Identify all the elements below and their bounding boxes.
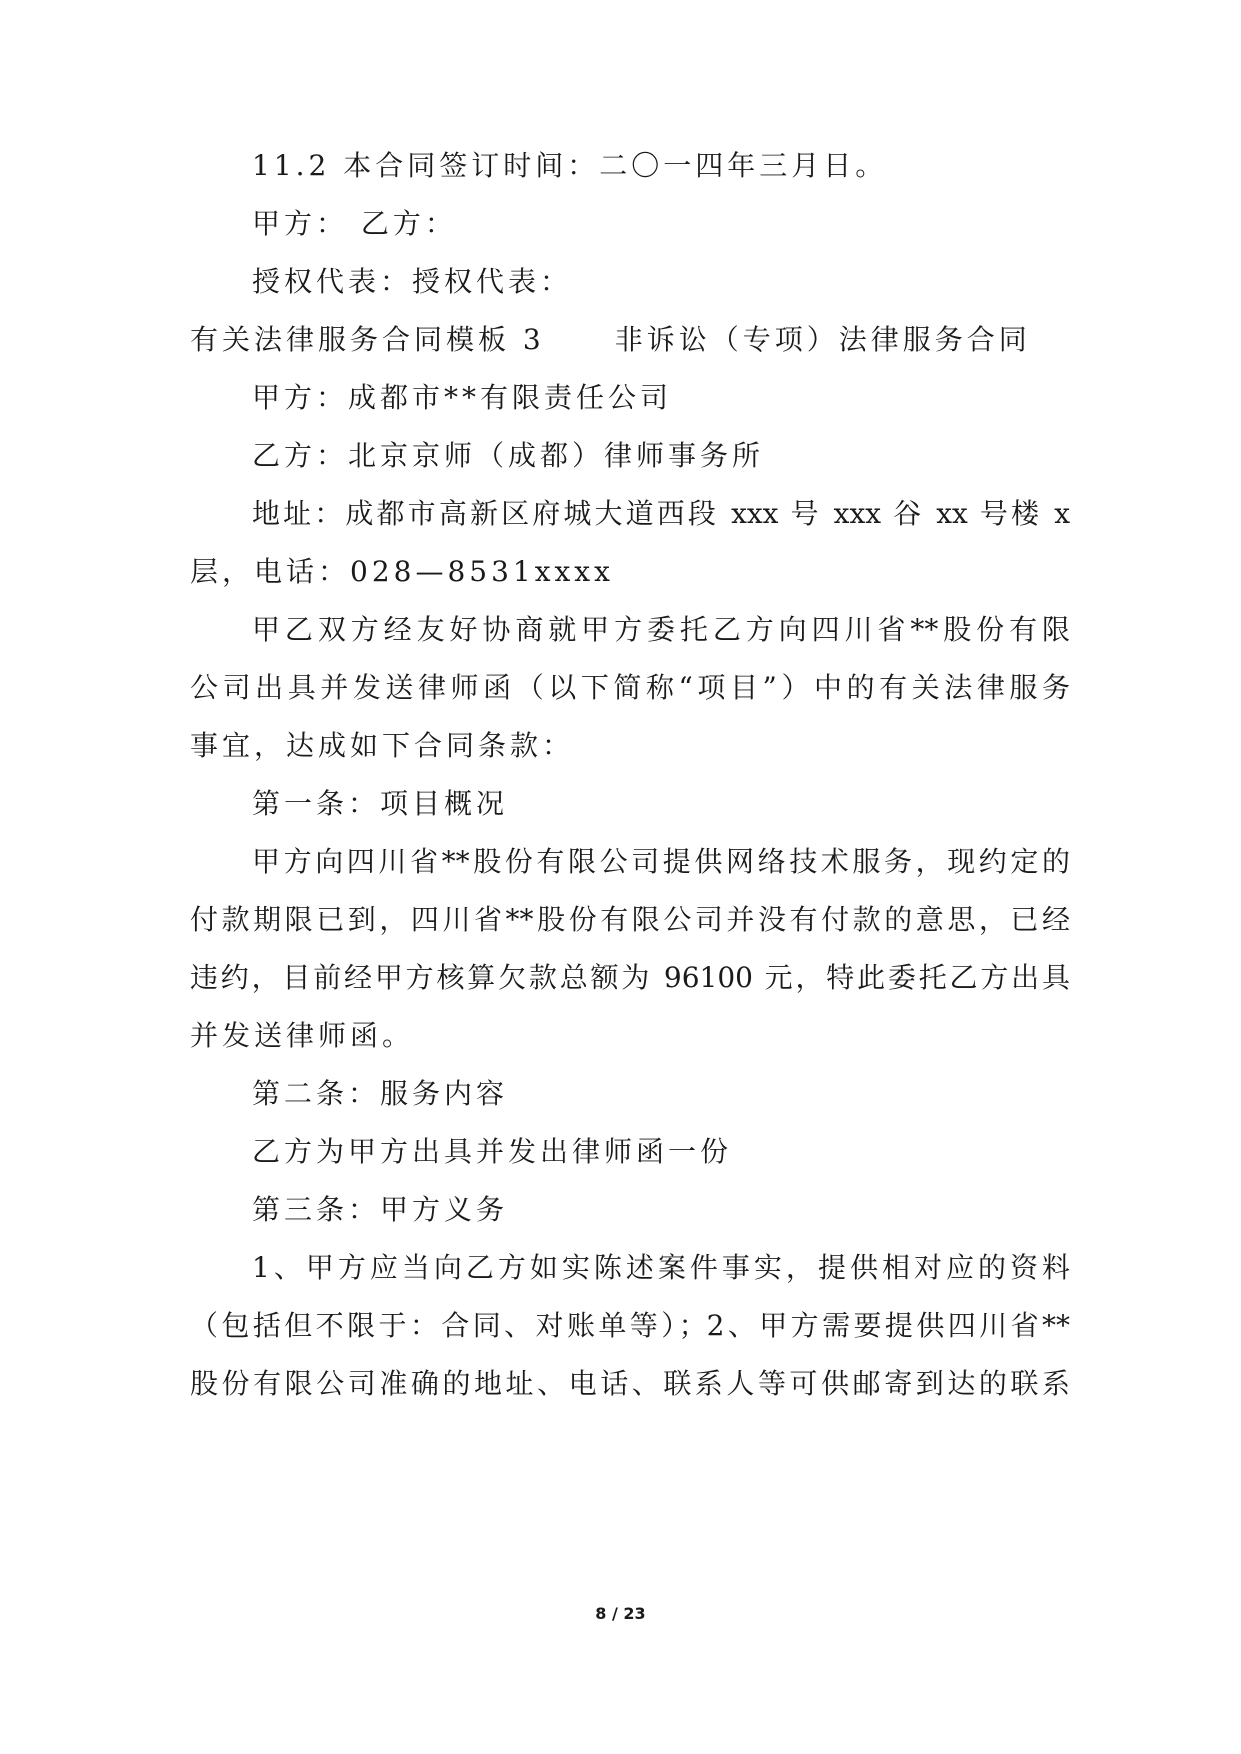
paragraph-line: 乙方为甲方出具并发出律师函一份	[252, 1135, 733, 1168]
paragraph-line: 甲乙双方经友好协商就甲方委托乙方向四川省**股份有限	[252, 613, 1070, 646]
contract-title: 非诉讼（专项）法律服务合同	[614, 323, 1031, 356]
paragraph-line: 1、甲方应当向乙方如实陈述案件事实，提供相对应的资料	[252, 1251, 1070, 1284]
party-b-line: 乙方：北京京师（成都）律师事务所	[252, 439, 765, 472]
page-number: 8 / 23	[595, 1604, 646, 1623]
paragraph-line: （包括但不限于：合同、对账单等）；2、甲方需要提供四川省**	[190, 1309, 1070, 1342]
paragraph-line: 甲方向四川省**股份有限公司提供网络技术服务，现约定的	[252, 845, 1070, 878]
paragraph-line: 并发送律师函。	[190, 1019, 415, 1052]
representative-line: 授权代表：授权代表：	[252, 265, 573, 298]
paragraph-line: 公司出具并发送律师函（以下简称“项目”）中的有关法律服务	[190, 671, 1070, 704]
article-heading: 第二条：服务内容	[252, 1077, 509, 1110]
template-title: 有关法律服务合同模板 3	[190, 323, 545, 356]
paragraph-line: 付款期限已到，四川省**股份有限公司并没有付款的意思，已经	[190, 903, 1070, 936]
section-heading	[190, 320, 1070, 360]
party-line: 甲方： 乙方：	[252, 207, 457, 240]
paragraph-line: 股份有限公司准确的地址、电话、联系人等可供邮寄到达的联系	[190, 1367, 1070, 1400]
paragraph-line: 事宜，达成如下合同条款：	[190, 729, 575, 762]
signing-date-line: 11.2 本合同签订时间：二〇一四年三月日。	[252, 149, 888, 182]
party-a-line: 甲方：成都市**有限责任公司	[252, 381, 673, 414]
article-heading: 第三条：甲方义务	[252, 1193, 509, 1226]
paragraph-line: 违约，目前经甲方核算欠款总额为 96100 元，特此委托乙方出具	[190, 961, 1070, 994]
address-line: 地址：成都市高新区府城大道西段 xxx 号 xxx 谷 xx 号楼 x	[252, 497, 1070, 530]
address-line-cont: 层，电话：028—8531xxxx	[190, 555, 614, 588]
article-heading: 第一条：项目概况	[252, 787, 509, 820]
